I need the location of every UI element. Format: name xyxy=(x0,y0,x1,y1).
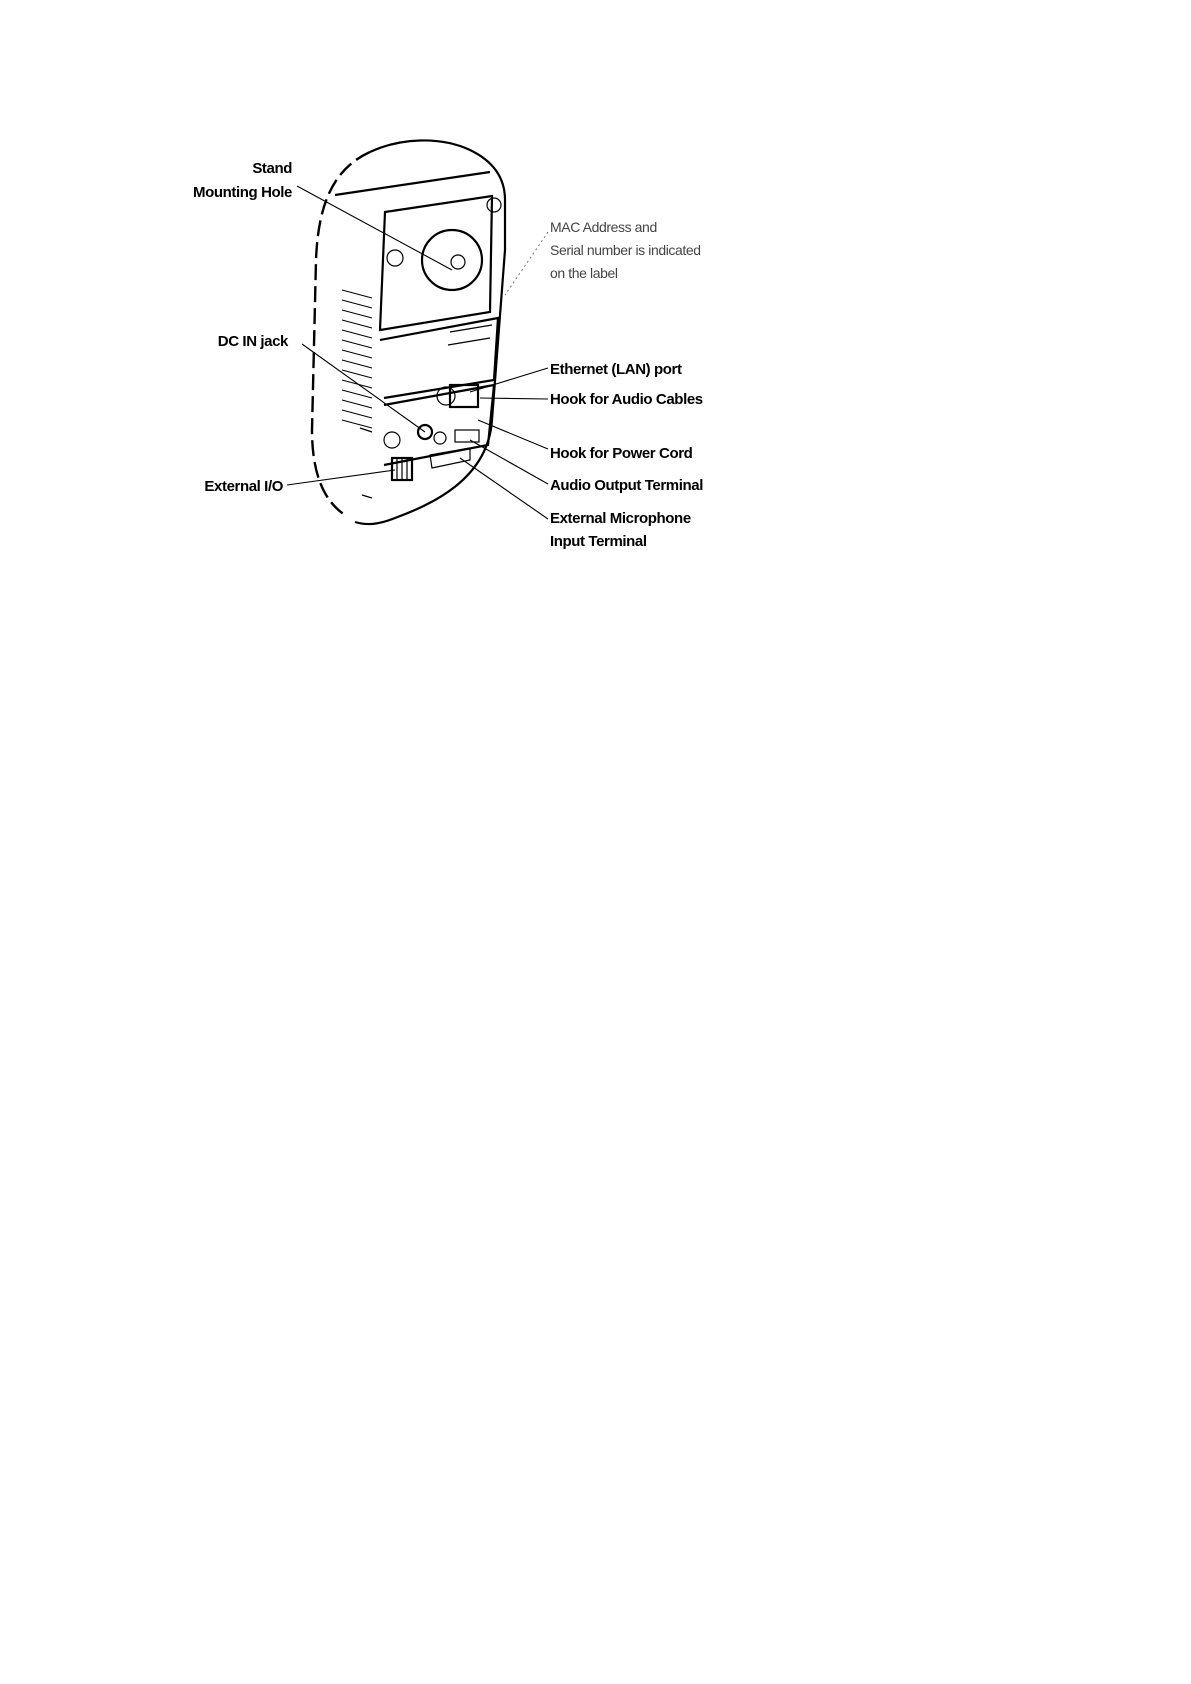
leader-audio-out xyxy=(470,440,548,484)
label-stand-line1: Stand xyxy=(252,160,292,177)
leader-ethernet xyxy=(470,368,548,392)
label-mic-line2: Input Terminal xyxy=(550,533,647,550)
label-hook-audio: Hook for Audio Cables xyxy=(550,391,703,408)
label-external-io: External I/O xyxy=(204,478,283,495)
label-dc-in-jack: DC IN jack xyxy=(217,333,288,350)
leader-audio-hook xyxy=(480,398,548,399)
label-mac-line1: MAC Address and xyxy=(550,219,657,235)
label-stand-line2: Mounting Hole xyxy=(193,184,292,201)
vent-hatching xyxy=(342,290,372,428)
label-ethernet-port: Ethernet (LAN) port xyxy=(550,361,682,378)
label-hook-power: Hook for Power Cord xyxy=(550,445,693,462)
leader-lines xyxy=(287,186,548,519)
label-mic-line1: External Microphone xyxy=(550,510,691,527)
leader-dc xyxy=(302,344,425,432)
label-mac-line3: on the label xyxy=(550,265,618,281)
camera-body xyxy=(312,140,505,524)
label-audio-output: Audio Output Terminal xyxy=(550,477,703,494)
leader-mic xyxy=(460,458,548,519)
label-mac-line2: Serial number is indicated xyxy=(550,242,701,258)
leader-io xyxy=(287,470,395,485)
leader-mac xyxy=(505,232,548,295)
